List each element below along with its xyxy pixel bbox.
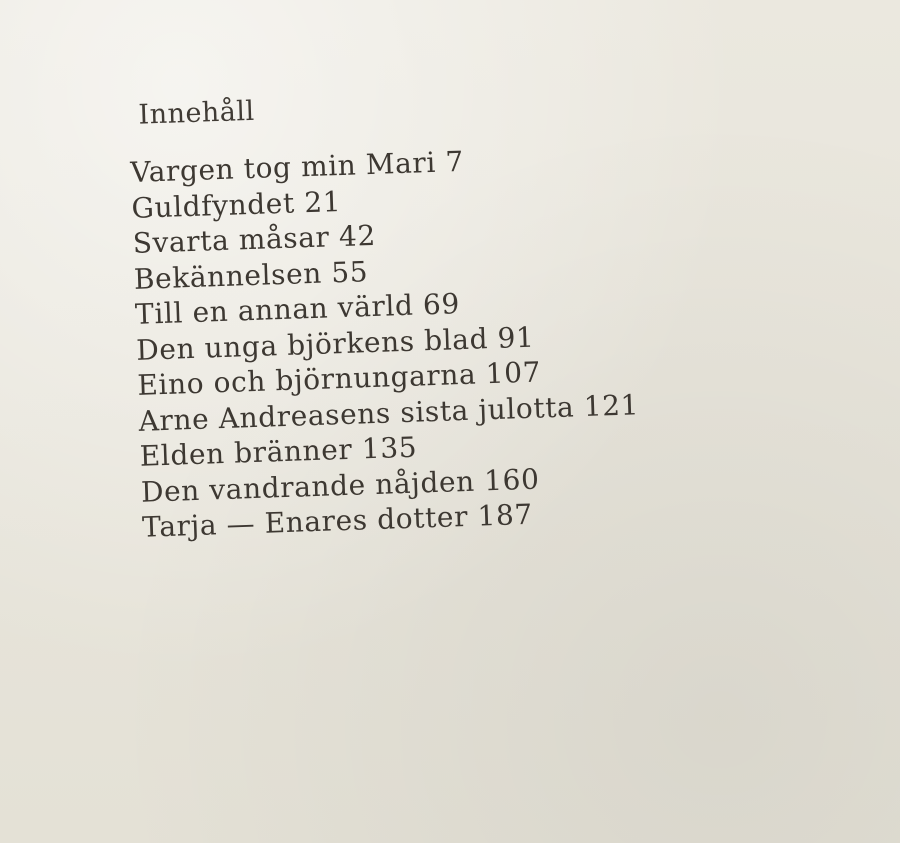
chapter-title: Svarta måsar — [132, 220, 331, 260]
chapter-title: Elden bränner — [139, 432, 353, 473]
chapter-title: Bekännelsen — [133, 256, 323, 296]
page-number: 187 — [476, 497, 534, 533]
page-number: 135 — [361, 430, 418, 466]
chapter-title: Eino och björnungarna — [136, 357, 477, 402]
chapter-title: Tarja — Enares dotter — [141, 499, 469, 544]
chapter-title: Arne Andreasens sista julotta — [138, 389, 575, 438]
page-number: 69 — [422, 287, 461, 322]
toc-list — [130, 138, 643, 545]
toc-heading: Innehåll — [137, 95, 256, 131]
page-number: 121 — [583, 387, 640, 423]
page-number: 7 — [444, 144, 465, 179]
page-number: 55 — [330, 254, 369, 289]
page-number: 160 — [483, 462, 540, 497]
chapter-title: Den unga björkens blad — [135, 321, 489, 367]
chapter-title: Den vandrande nåjden — [140, 464, 476, 509]
chapter-title: Vargen tog min Mari — [129, 145, 437, 189]
page-number: 107 — [485, 355, 542, 391]
chapter-title: Till en annan värld — [134, 288, 415, 331]
page-number: 91 — [496, 320, 535, 355]
page-number: 21 — [303, 184, 342, 219]
chapter-title: Guldfyndet — [131, 186, 296, 225]
table-of-contents — [128, 83, 643, 545]
page-number: 42 — [338, 218, 377, 254]
